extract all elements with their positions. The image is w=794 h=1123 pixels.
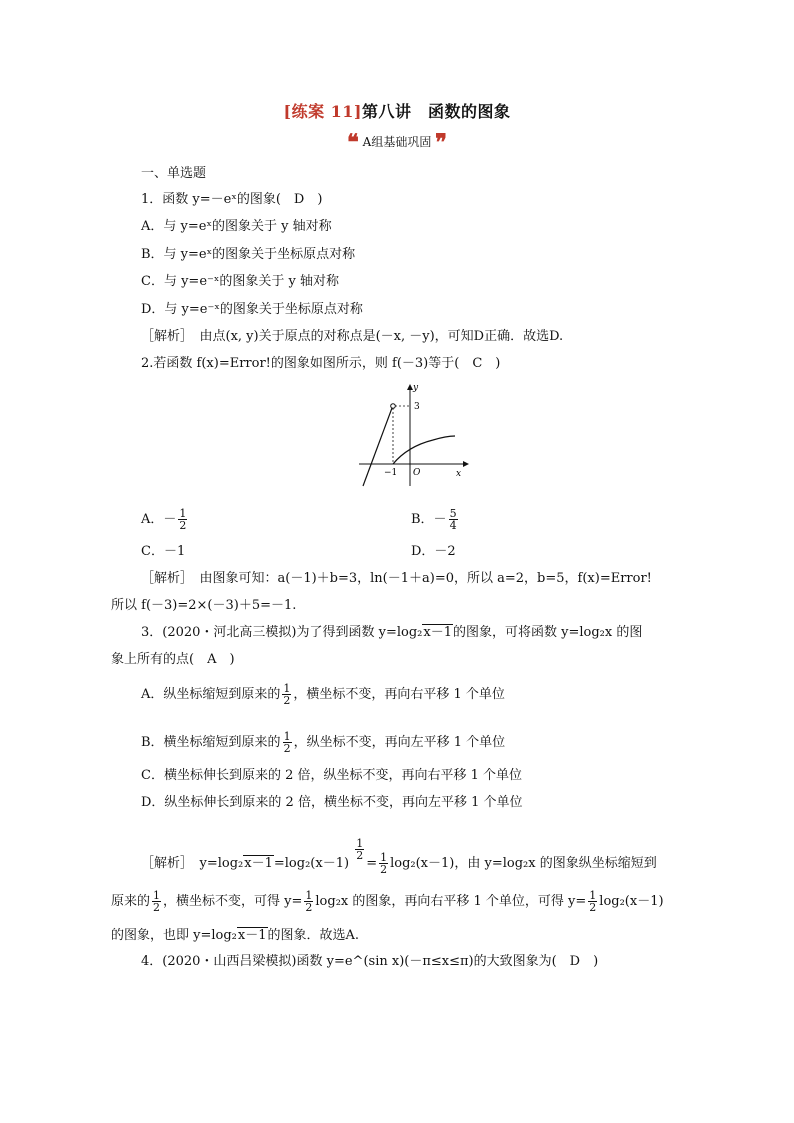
neg-one-label: −1 xyxy=(384,468,398,478)
q1-explanation: ［解析］ 由点(x, y)关于原点的对称点是(－x, －y)，可知D正确．故选D. xyxy=(141,329,564,344)
q1-option-d: D．与 y=e⁻ˣ的图象关于坐标原点对称 xyxy=(141,302,363,317)
q1-stem: 1．函数 y=－eˣ的图象( D ) xyxy=(141,192,323,207)
q4-stem: 4．(2020・山西吕梁模拟)函数 y=e^(sin x)(－π≤x≤π)的大致图象为( D ) xyxy=(141,954,599,969)
q3-explanation-1: ［解析］ y=log₂x－1=log₂(x－1) $\frac{1}{2}$ = $\frac{1}{2}$ log₂(x－1)，由 y=log₂x 的图象纵坐标缩短到 xyxy=(141,837,657,876)
fraction: $\frac{1}{2}$ xyxy=(283,682,291,707)
exponent-fraction: $\frac{1}{2}$ xyxy=(356,837,364,862)
open-point xyxy=(391,404,396,409)
three-label: 3 xyxy=(414,402,420,412)
q1-option-a: A．与 y=eˣ的图象关于 y 轴对称 xyxy=(141,219,332,234)
x-axis-arrow xyxy=(463,461,469,467)
page-title xyxy=(0,99,794,122)
q3-explanation-2: 原来的 $\frac{1}{2}$ ，横坐标不变，可得 y= $\frac{1}{2}$ log₂x 的图象，再向右平移 1 个单位，可得 y= $\frac{1}{2}$ log₂(x－1) xyxy=(111,889,664,914)
y-axis-label: y xyxy=(413,383,419,393)
q3-explanation-3: 的图象，也即 y=log₂x－1的图象．故选A. xyxy=(111,928,360,943)
q2-stem: 2.若函数 f(x)=Error!的图象如图所示，则 f(－3)等于( C ) xyxy=(141,356,501,371)
open-quote-icon: ❝ xyxy=(346,129,359,156)
q1-option-b: B．与 y=eˣ的图象关于坐标原点对称 xyxy=(141,247,356,262)
group-label: A组基础巩固 xyxy=(362,135,432,149)
origin-label: O xyxy=(413,468,421,478)
q2-option-c: C．－1 xyxy=(141,544,186,559)
q2-option-a: A．－ $\frac{1}{2}$ xyxy=(141,507,187,532)
title-bracket: [练案 11] xyxy=(283,102,362,121)
close-quote-icon: ❞ xyxy=(435,129,447,156)
fraction: $\frac{1}{2}$ xyxy=(380,851,388,876)
fraction: $\frac{1}{2}$ xyxy=(179,507,187,532)
q3-option-b: B．横坐标缩短到原来的 $\frac{1}{2}$ ，纵坐标不变，再向左平移 1 个单位 xyxy=(141,730,506,755)
q2-option-d: D．－2 xyxy=(411,544,456,559)
q3-option-c: C．横坐标伸长到原来的 2 倍，纵坐标不变，再向右平移 1 个单位 xyxy=(141,768,523,783)
q2-option-b: B．－ $\frac{5}{4}$ xyxy=(411,507,457,532)
q2-explanation-1: ［解析］ 由图象可知：a(－1)＋b=3，ln(－1＋a)=0，所以 a=2，b=5，f(x)=Error! xyxy=(141,571,652,586)
section-heading: 一、单选题 xyxy=(141,166,207,181)
group-banner xyxy=(0,129,794,156)
sqrt-expr: x－1 xyxy=(423,625,452,640)
q3-option-d: D．纵坐标伸长到原来的 2 倍，横坐标不变，再向左平移 1 个单位 xyxy=(141,795,523,810)
fraction: $\frac{5}{4}$ xyxy=(449,507,457,532)
q2-explanation-2: 所以 f(－3)=2×(－3)＋5=－1. xyxy=(111,598,297,613)
title-text: 第八讲 函数的图象 xyxy=(361,102,511,121)
fraction: $\frac{1}{2}$ xyxy=(283,730,291,755)
log-piece xyxy=(393,436,455,464)
q3-option-a: A．纵坐标缩短到原来的 $\frac{1}{2}$ ，横坐标不变，再向右平移 1 个单位 xyxy=(141,682,505,707)
q3-stem-1: 3．(2020・河北高三模拟)为了得到函数 y=log₂x－1的图象，可将函数 y=log₂x 的图 xyxy=(141,625,643,640)
q2-function-graph xyxy=(355,380,475,490)
q3-stem-2: 象上所有的点( A ) xyxy=(111,652,235,667)
q1-option-c: C．与 y=e⁻ˣ的图象关于 y 轴对称 xyxy=(141,274,339,289)
x-axis-label: x xyxy=(456,469,462,479)
